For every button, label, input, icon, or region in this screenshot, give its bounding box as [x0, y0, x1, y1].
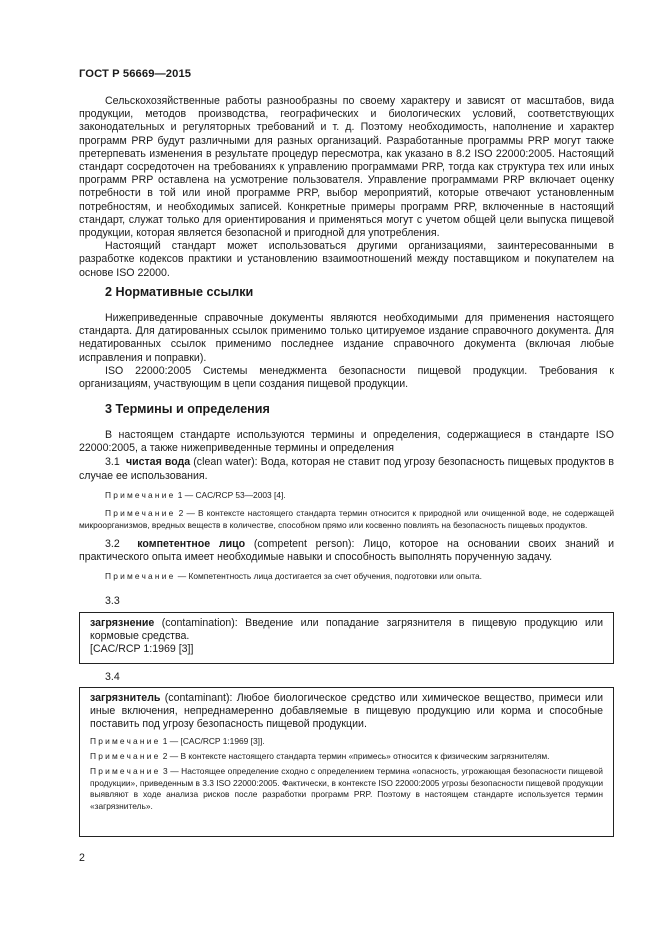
- term-3-1-note-2: [79, 508, 614, 531]
- note-text: 3 — Настоящее определение сходно с определением термина «опасность, угрожающая безопасности пищевой продукции», приведенным в 3.3 ISO 22000:2005. Фактически, в контексте ISO 22000:2005 угрозы безопасности пищевой продукции выявляют в ходе анализа рисков после разработки программ PRP. Поэтому в настоящем стандарте используется термин «загрязнитель».: [90, 766, 603, 811]
- intro-block: [79, 95, 614, 280]
- note-text: 1 — [CAC/RCP 1:1969 [3]].: [160, 735, 265, 746]
- note-label: Примечание: [105, 489, 176, 500]
- term-3-4-note-2: [90, 751, 603, 762]
- term-3-2: [79, 538, 614, 564]
- term-3-4-note-3: [90, 766, 603, 812]
- term-name: загрязнитель: [90, 692, 161, 704]
- section-2-title: 2 Нормативные ссылки: [105, 285, 254, 299]
- term-3-4-note-1: [90, 736, 603, 747]
- term-definition: (clean water): Вода, которая не ставит под угрозу безопасность пищевых продуктов в случае ее использования.: [79, 456, 614, 482]
- note-text: 2 — В контексте настоящего стандарта термин «примесь» относится к физическим загрязнителям.: [160, 751, 550, 762]
- term-number: 3.2: [105, 538, 120, 551]
- term-name: компетентное лицо: [137, 538, 246, 551]
- section-3-intro: В настоящем стандарте используются термины и определения, содержащиеся в стандарте ISO 22000:2005, а также нижеприведенные термины и определения: [79, 429, 614, 455]
- section-3-title: 3 Термины и определения: [105, 402, 270, 416]
- intro-paragraph-2: Настоящий стандарт может использоваться другими организациями, заинтересованными в разработке кодексов практики и установлению взаимоотношений между поставщиком и покупателем на основе ISO 22000.: [79, 240, 614, 279]
- section-2-paragraph-2: ISO 22000:2005 Системы менеджмента безопасности пищевой продукции. Требования к организациям, участвующим в цепи создания пищевой продукции.: [79, 364, 614, 391]
- section-2-body: [79, 312, 614, 391]
- term-3-4-box: [79, 687, 614, 837]
- term-3-4-number: 3.4: [105, 671, 120, 683]
- term-3-3-number: 3.3: [105, 595, 120, 607]
- document-header: ГОСТ Р 56669—2015: [79, 68, 192, 80]
- page-number: 2: [79, 852, 85, 864]
- note-label: Примечание: [105, 508, 176, 519]
- section-3-body: [79, 429, 614, 583]
- term-definition: (competent person): Лицо, которое на основании своих знаний и практического опыта имеет необходимые навыки и способность выполнять порученную задачу.: [79, 538, 614, 564]
- term-3-1-note-1: [79, 490, 614, 501]
- note-text: 2 — В контексте настоящего стандарта термин относится к природной или очищенной воде, не содержащей микроорганизмов, вредных веществ в количестве, способном прямо или косвенно повлиять на безопасность пищевых продуктов.: [79, 508, 614, 530]
- term-definition: (contamination): Введение или попадание загрязнителя в пищевую продукцию или кормовые средства.: [90, 617, 603, 643]
- note-label: Примечание: [105, 571, 176, 582]
- note-text: 1 — CAC/RCP 53—2003 [4].: [175, 489, 286, 500]
- note-label: Примечание: [90, 751, 161, 762]
- term-3-3-box: [79, 612, 614, 664]
- note-label: Примечание: [90, 766, 161, 777]
- term-3-3-reference: [CAC/RCP 1:1969 [3]]: [90, 643, 194, 656]
- term-name: чистая вода: [125, 456, 191, 469]
- term-3-2-note: [79, 571, 614, 582]
- term-definition: (contaminant): Любое биологическое средство или химическое вещество, примеси или иные включения, непреднамеренно добавляемые в пищевую продукцию или корма и способные поставить под угрозу безопасность пищевой продукции.: [90, 692, 603, 731]
- note-label: Примечание: [90, 735, 161, 746]
- term-3-3: [90, 617, 603, 643]
- section-2-paragraph-1: Нижеприведенные справочные документы являются необходимыми для применения настоящего стандарта. Для датированных ссылок применимо только цитируемое издание справочного документа. Для недатированных ссылок применимо последнее издание справочного документа (включая любые исправления и поправки).: [79, 312, 614, 364]
- term-3-1: [79, 456, 614, 482]
- term-number: 3.1: [105, 456, 120, 469]
- term-name: загрязнение: [90, 617, 155, 629]
- intro-paragraph-1: Сельскохозяйственные работы разнообразны по своему характеру и зависят от масштабов, вида продукции, методов производства, географических и биологических условий, соответствующих законодательных и регуляторных требований и т. д. Поэтому необходимость, наполнение и характер программ PRP будут различными для разных организаций. Разработанные программы PRP могут также претерпевать изменения в результате процедур пересмотра, как указано в 8.2 ISO 22000:2005. Настоящий стандарт сосредоточен на требованиях к управлению программами PRP, тогда как структура тех или иных программ PRP оставлена на усмотрение пользователя. Управление программами PRP включает оценку потребности в той или иной программе PRP, выбор мероприятий, которые отвечают установленным потребностям, и необходимых записей. Конкретные примеры программ PRP, включенные в настоящий стандарт, служат только для ориентирования и применяться могут с учетом общей цели выпуска пищевой продукции, которая является безопасной и пригодной для употребления.: [79, 95, 614, 240]
- note-text: — Компетентность лица достигается за счет обучения, подготовки или опыта.: [175, 571, 482, 582]
- term-3-4: [90, 692, 603, 732]
